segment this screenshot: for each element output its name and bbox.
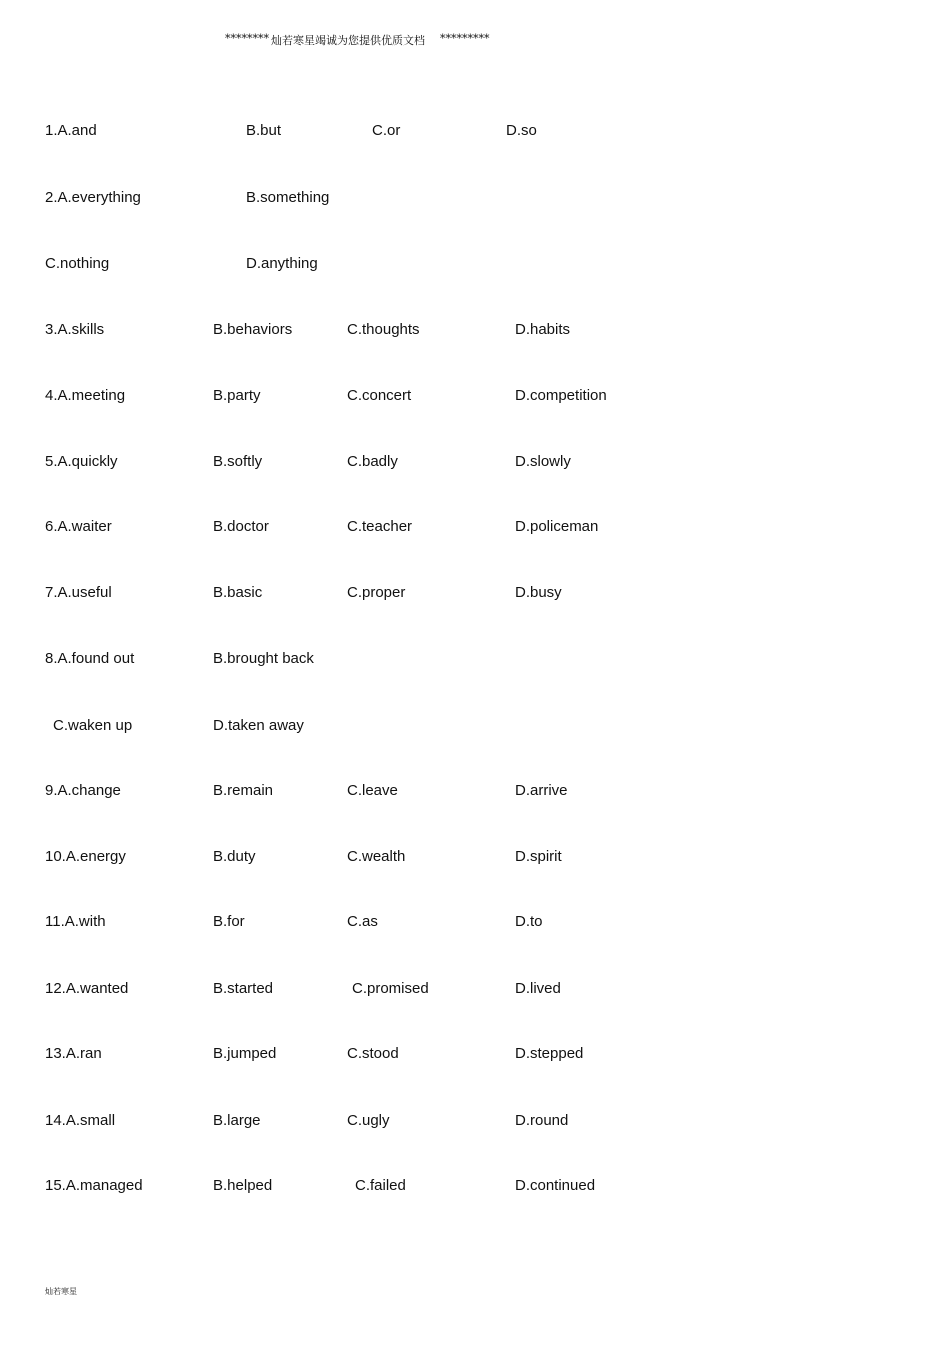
option-2-c: C.nothing bbox=[45, 255, 110, 272]
option-12-d: D.lived bbox=[515, 980, 561, 997]
option-10-b: B.duty bbox=[213, 848, 256, 865]
option-10-d: D.spirit bbox=[515, 848, 562, 865]
option-14-d: D.round bbox=[515, 1112, 569, 1129]
option-12-c: C.promised bbox=[352, 980, 429, 997]
option-9-d: D.arrive bbox=[515, 782, 568, 799]
option-6-c: C.teacher bbox=[347, 518, 413, 535]
option-7-a: 7.A.useful bbox=[45, 584, 112, 601]
option-10-a: 10.A.energy bbox=[45, 848, 126, 865]
option-5-c: C.badly bbox=[347, 453, 398, 470]
option-5-d: D.slowly bbox=[515, 453, 571, 470]
option-13-c: C.stood bbox=[347, 1045, 399, 1062]
option-2-b: B.something bbox=[246, 189, 330, 206]
option-6-d: D.policeman bbox=[515, 518, 599, 535]
option-6-b: B.doctor bbox=[213, 518, 269, 535]
page-header bbox=[0, 32, 950, 48]
option-5-b: B.softly bbox=[213, 453, 263, 470]
option-15-c: C.failed bbox=[355, 1177, 406, 1194]
option-13-a: 13.A.ran bbox=[45, 1045, 102, 1062]
option-6-a: 6.A.waiter bbox=[45, 518, 112, 535]
option-11-c: C.as bbox=[347, 913, 378, 930]
option-1-c: C.or bbox=[372, 122, 401, 139]
option-11-b: B.for bbox=[213, 913, 245, 930]
option-9-b: B.remain bbox=[213, 782, 274, 799]
header-text: 灿若寒星竭诚为您提供优质文档 bbox=[271, 34, 425, 47]
option-11-a: 11.A.with bbox=[45, 913, 106, 930]
option-1-b: B.but bbox=[246, 122, 282, 139]
option-3-d: D.habits bbox=[515, 321, 571, 338]
option-7-b: B.basic bbox=[213, 584, 263, 601]
option-9-a: 9.A.change bbox=[45, 782, 121, 799]
option-14-b: B.large bbox=[213, 1112, 261, 1129]
option-14-a: 14.A.small bbox=[45, 1112, 116, 1129]
option-8-a: 8.A.found out bbox=[45, 650, 135, 667]
header-stars-left: ******** bbox=[225, 32, 269, 45]
option-8-b: B.brought back bbox=[213, 650, 314, 667]
option-15-a: 15.A.managed bbox=[45, 1177, 143, 1194]
option-7-c: C.proper bbox=[347, 584, 406, 601]
option-7-d: D.busy bbox=[515, 584, 562, 601]
page-footer: 灿若寒星 bbox=[45, 1287, 77, 1296]
option-13-d: D.stepped bbox=[515, 1045, 584, 1062]
option-1-a: 1.A.and bbox=[45, 122, 97, 139]
option-2-a: 2.A.everything bbox=[45, 189, 141, 206]
option-4-b: B.party bbox=[213, 387, 261, 404]
option-3-a: 3.A.skills bbox=[45, 321, 105, 338]
option-4-c: C.concert bbox=[347, 387, 412, 404]
option-14-c: C.ugly bbox=[347, 1112, 390, 1129]
option-15-b: B.helped bbox=[213, 1177, 273, 1194]
option-8-d: D.taken away bbox=[213, 717, 304, 734]
option-1-d: D.so bbox=[506, 122, 537, 139]
option-12-a: 12.A.wanted bbox=[45, 980, 129, 997]
option-9-c: C.leave bbox=[347, 782, 398, 799]
option-10-c: C.wealth bbox=[347, 848, 406, 865]
option-4-d: D.competition bbox=[515, 387, 607, 404]
option-8-c: C.waken up bbox=[53, 717, 133, 734]
option-15-d: D.continued bbox=[515, 1177, 596, 1194]
option-12-b: B.started bbox=[213, 980, 274, 997]
option-11-d: D.to bbox=[515, 913, 543, 930]
option-13-b: B.jumped bbox=[213, 1045, 277, 1062]
header-stars-right: ********* bbox=[440, 32, 490, 45]
option-5-a: 5.A.quickly bbox=[45, 453, 118, 470]
option-2-d: D.anything bbox=[246, 255, 318, 272]
option-4-a: 4.A.meeting bbox=[45, 387, 126, 404]
option-3-b: B.behaviors bbox=[213, 321, 293, 338]
option-3-c: C.thoughts bbox=[347, 321, 420, 338]
